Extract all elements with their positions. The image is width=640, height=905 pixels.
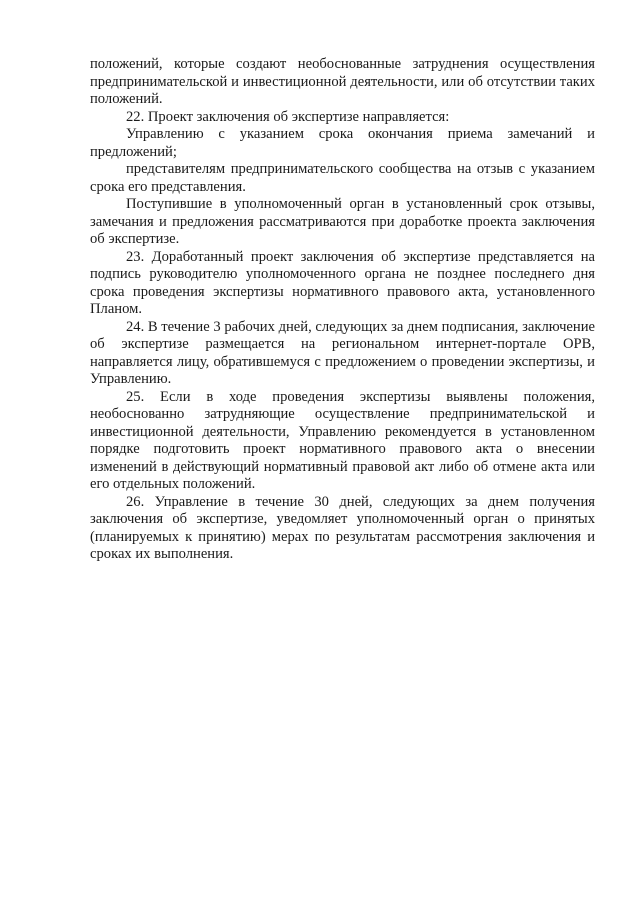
paragraph-26: 26. Управление в течение 30 дней, следующих за днем получения заключения об экспертизе, уведомляет уполномоченный орган о принятых (планируемых к принятию) мерах по результатам рассмотрения заключения и сроках их выполнения. <box>90 493 595 562</box>
paragraph-22-item-business: представителям предпринимательского сообщества на отзыв с указанием срока его представления. <box>90 161 595 195</box>
paragraph-23: 23. Доработанный проект заключения об экспертизе представляется на подпись руководителю уполномоченного органа не позднее последнего дня срока проведения экспертизы нормативного правового акта, установленного Планом. <box>90 248 595 317</box>
paragraph-continuation: положений, которые создают необоснованные затруднения осуществления предпринимательской и инвестиционной деятельности, или об отсутствии таких положений. <box>90 56 595 107</box>
document-body <box>90 56 595 564</box>
paragraph-24: 24. В течение 3 рабочих дней, следующих за днем подписания, заключение об экспертизе размещается на региональном интернет-портале ОРВ, направляется лицу, обратившемуся с предложением о проведении экспертизы, и Управлению. <box>90 318 595 387</box>
paragraph-22: 22. Проект заключения об экспертизе направляется: <box>126 108 450 125</box>
paragraph-22-item-directorate: Управлению с указанием срока окончания приема замечаний и предложений; <box>90 126 595 160</box>
paragraph-25: 25. Если в ходе проведения экспертизы выявлены положения, необоснованно затрудняющие осуществление предпринимательской и инвестиционной деятельности, Управлению рекомендуется в установленном порядке подготовить проект нормативного правового акта о внесении изменений в действующий нормативный правовой акт либо об отмене акта или его отдельных положений. <box>90 388 595 492</box>
paragraph-22-feedback: Поступившие в уполномоченный орган в установленный срок отзывы, замечания и предложения рассматриваются при доработке проекта заключения об экспертизе. <box>90 196 595 247</box>
